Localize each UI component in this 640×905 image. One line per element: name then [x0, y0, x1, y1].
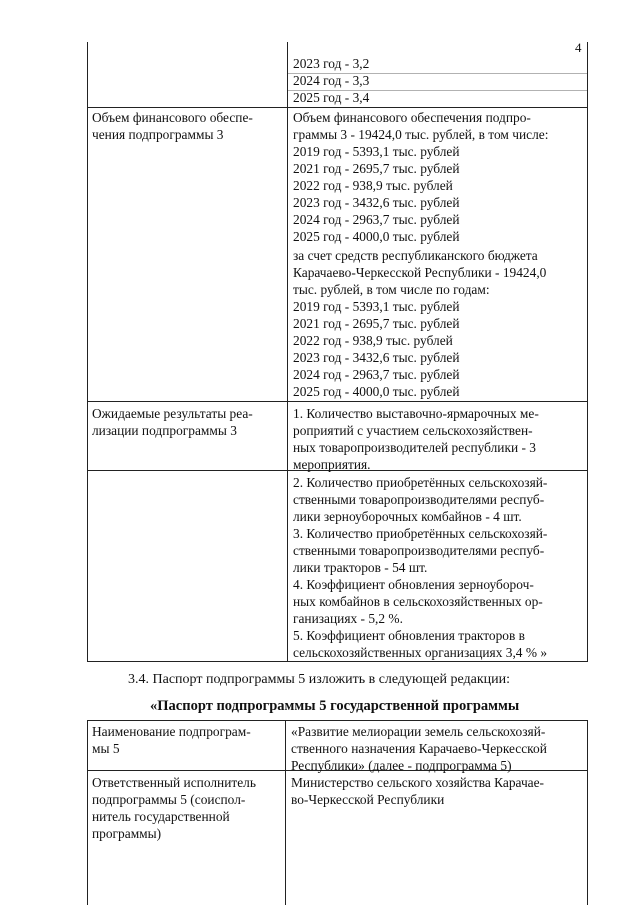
value-line: лики тракторов - 54 шт. — [293, 560, 428, 575]
value-line: сельскохозяйственных организациях 3,4 % » — [293, 645, 548, 660]
value-line: ственными товаропроизводителями респуб- — [293, 492, 545, 507]
value-line: Карачаево-Черкесской Республики - 19424,0 — [293, 265, 547, 280]
row-label: Объем финансового обеспе- — [92, 110, 253, 125]
value-line: 2024 год - 3,3 — [293, 73, 370, 88]
row-label: чения подпрограммы 3 — [92, 127, 224, 142]
value-line: во-Черкесской Республики — [291, 792, 445, 807]
amendment-paragraph: 3.4. Паспорт подпрограммы 5 изложить в следующей редакции: — [128, 672, 511, 687]
value-line: 2022 год - 938,9 тыс. рублей — [293, 178, 453, 193]
value-line: 1. Количество выставочно-ярмарочных ме- — [293, 406, 539, 421]
value-line: 2019 год - 5393,1 тыс. рублей — [293, 144, 460, 159]
row-label: программы) — [92, 826, 162, 841]
value-line: 2. Количество приобретённых сельскохозяй- — [293, 475, 548, 490]
page-number: 4 — [575, 40, 582, 55]
row-label: мы 5 — [92, 741, 120, 756]
value-line: 5. Коэффициент обновления тракторов в — [293, 628, 525, 643]
value-line: 2025 год - 4000,0 тыс. рублей — [293, 384, 460, 399]
value-line: ственными товаропроизводителями респуб- — [293, 543, 545, 558]
value-line: 3. Количество приобретённых сельскохозяй- — [293, 526, 548, 541]
value-line: тыс. рублей, в том числе по годам: — [293, 282, 490, 297]
value-line: Объем финансового обеспечения подпро- — [293, 110, 531, 125]
section-heading: «Паспорт подпрограммы 5 государственной программы — [150, 698, 520, 714]
value-line: мероприятия. — [293, 457, 371, 472]
row-label: Наименование подпрограм- — [92, 724, 251, 739]
row-label: Ожидаемые результаты реа- — [92, 406, 253, 421]
value-line: 2023 год - 3432,6 тыс. рублей — [293, 195, 460, 210]
value-line: 2025 год - 4000,0 тыс. рублей — [293, 229, 460, 244]
value-line: ганизациях - 5,2 %. — [293, 611, 403, 626]
value-line: 2023 год - 3,2 — [293, 56, 370, 71]
value-line: ных комбайнов в сельскохозяйственных ор- — [293, 594, 543, 609]
value-line: 2023 год - 3432,6 тыс. рублей — [293, 350, 460, 365]
row-label: подпрограммы 5 (соиспол- — [92, 792, 246, 807]
value-line: Республики» (далее - подпрограмма 5) — [291, 758, 512, 773]
value-line: роприятий с участием сельскохозяйствен- — [293, 423, 533, 438]
value-line: 2021 год - 2695,7 тыс. рублей — [293, 161, 460, 176]
row-label: лизации подпрограммы 3 — [92, 423, 237, 438]
value-line: ственного назначения Карачаево-Черкесской — [291, 741, 547, 756]
value-line: 2025 год - 3,4 — [293, 90, 370, 105]
value-line: 2019 год - 5393,1 тыс. рублей — [293, 299, 460, 314]
value-line: граммы 3 - 19424,0 тыс. рублей, в том числе: — [293, 127, 549, 142]
value-line: лики зерноуборочных комбайнов - 4 шт. — [293, 509, 522, 524]
value-line: ных товаропроизводителей республики - 3 — [293, 440, 536, 455]
value-line: 2021 год - 2695,7 тыс. рублей — [293, 316, 460, 331]
value-line: 2024 год - 2963,7 тыс. рублей — [293, 212, 460, 227]
value-line: 4. Коэффициент обновления зерноубороч- — [293, 577, 534, 592]
value-line: Министерство сельского хозяйства Карачае- — [291, 775, 545, 790]
value-line: 2024 год - 2963,7 тыс. рублей — [293, 367, 460, 382]
value-line: 2022 год - 938,9 тыс. рублей — [293, 333, 453, 348]
value-line: за счет средств республиканского бюджета — [293, 248, 538, 263]
row-label: Ответственный исполнитель — [92, 775, 256, 790]
value-line: «Развитие мелиорации земель сельскохозяй- — [291, 724, 546, 739]
row-label: нитель государственной — [92, 809, 230, 824]
